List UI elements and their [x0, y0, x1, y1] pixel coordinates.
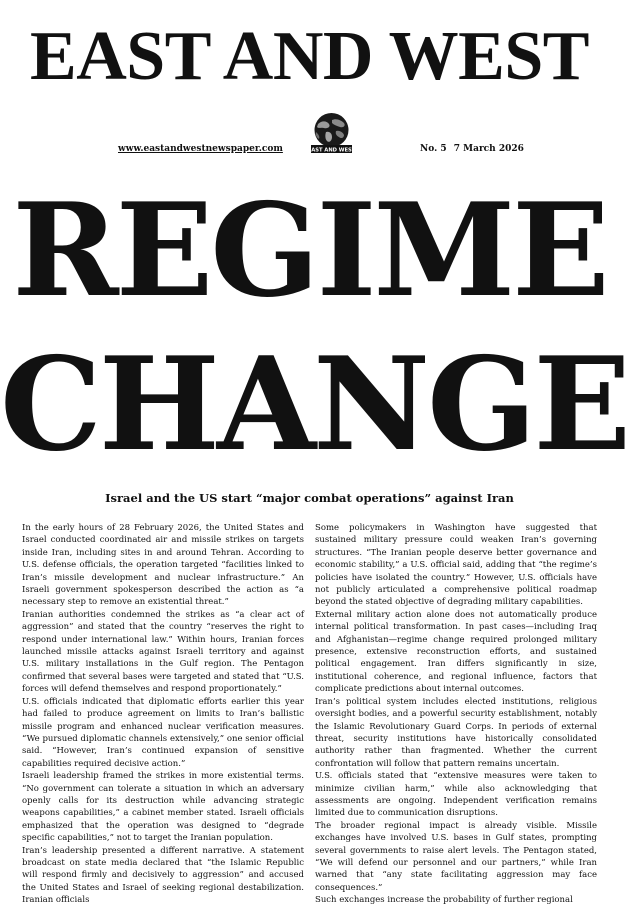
paragraph: Such exchanges increase the probability of further regional — [315, 895, 573, 906]
paragraph: U.S. officials indicated that diplomatic efforts earlier this year had failed to produce agreement on limits to Iran’s ballistic missile program and enhanced nuclear verification measures. “We pursued diplomatic channels extensively,” one senior official said. “However, Iran’s continued expansion of sensitive capabilities required decisive action.” — [22, 696, 304, 769]
headline-line-2: CHANGE — [0, 330, 628, 480]
issue-info — [420, 144, 524, 154]
paragraph: Israeli leadership framed the strikes in more existential terms. “No government can tolerate a situation in which an adversary openly calls for its destruction while advancing strategic weapons capabilities,” a cabinet member stated. Israeli officials emphasized that the operation was designed to “degrade specific capabilities,” not to target the Iranian population. — [22, 771, 304, 844]
paragraph: Iranian authorities condemned the strikes as “a clear act of aggression” and stated that the country “reserves the right to respond under international law.” Within hours, Iranian forces launched missile attacks against Israeli territory and against U.S. military installations in the Gulf region. The Pentagon confirmed that several bases were targeted and stated that “U.S. forces will defend themselves and respond proportionately.” — [22, 609, 304, 695]
paragraph: In the early hours of 28 February 2026, the United States and Israel conducted coordinated air and missile strikes on targets inside Iran, including sites in and around Tehran. According to U.S. defense officials, the operation targeted “facilities linked to Iran’s missile development and nuclear infrastructure.” An Israeli government spokesperson described the action as “a necessary step to remove an existential threat.” — [22, 523, 304, 608]
paragraph: Iran’s political system includes elected institutions, religious oversight bodies, and a powerful security establishment, notably the Islamic Revolutionary Guard Corps. In periods of external threat, security institutions have historically consolidated authority rather than fragmented. Whether the current confrontation will follow that pattern remains uncertain. — [315, 696, 597, 769]
paragraph: The broader regional impact is already visible. Missile exchanges have involved U.S. bases in Gulf states, prompting several governments to raise alert levels. The Pentagon stated, “We will defend our personnel and our partners,” while Iran warned that “any state facilitating aggression may face consequences.” — [315, 820, 597, 893]
paragraph: Some policymakers in Washington have suggested that sustained military pressure could weaken Iran’s governing structures. “The Iranian people deserve better governance and economic stability,” a U.S. official said, adding that “the regime’s policies have isolated the country.” However, U.S. officials have not publicly articulated a comprehensive political roadmap beyond the stated objective of degrading military capabilities. — [315, 523, 597, 608]
article-column-left — [22, 522, 304, 906]
issue-number: No. 5 — [420, 144, 447, 154]
article-column-right — [315, 522, 597, 906]
paragraph: External military action alone does not automatically produce internal political transformation. In past cases—including Iraq and Afghanistan—regime change required prolonged military presence, extensive reconstruction efforts, and sustained political engagement. Iran differs significantly in size, institutional coherence, and regional influence, factors that complicate predictions about internal outcomes. — [315, 609, 597, 695]
logo-caption: EAST AND WEST — [307, 147, 356, 154]
subheadline: Israel and the US start “major combat operations” against Iran — [105, 491, 514, 505]
issue-date: 7 March 2026 — [453, 144, 524, 154]
headline-line-1: REGIME — [12, 176, 607, 326]
newspaper-masthead: EAST AND WEST — [30, 18, 589, 95]
website-link[interactable]: www.eastandwestnewspaper.com — [118, 144, 283, 154]
globe-logo-icon — [308, 112, 355, 154]
paragraph: Iran’s leadership presented a different narrative. A statement broadcast on state media declared that “the Islamic Republic will respond firmly and decisively to aggression” and accused the United States and Israel of seeking regional destabilization. Iranian officials — [22, 845, 304, 906]
paragraph: U.S. officials stated that “extensive measures were taken to minimize civilian harm,” while also acknowledging that assessments are ongoing. Independent verification remains limited due to communication disruptions. — [315, 771, 597, 819]
